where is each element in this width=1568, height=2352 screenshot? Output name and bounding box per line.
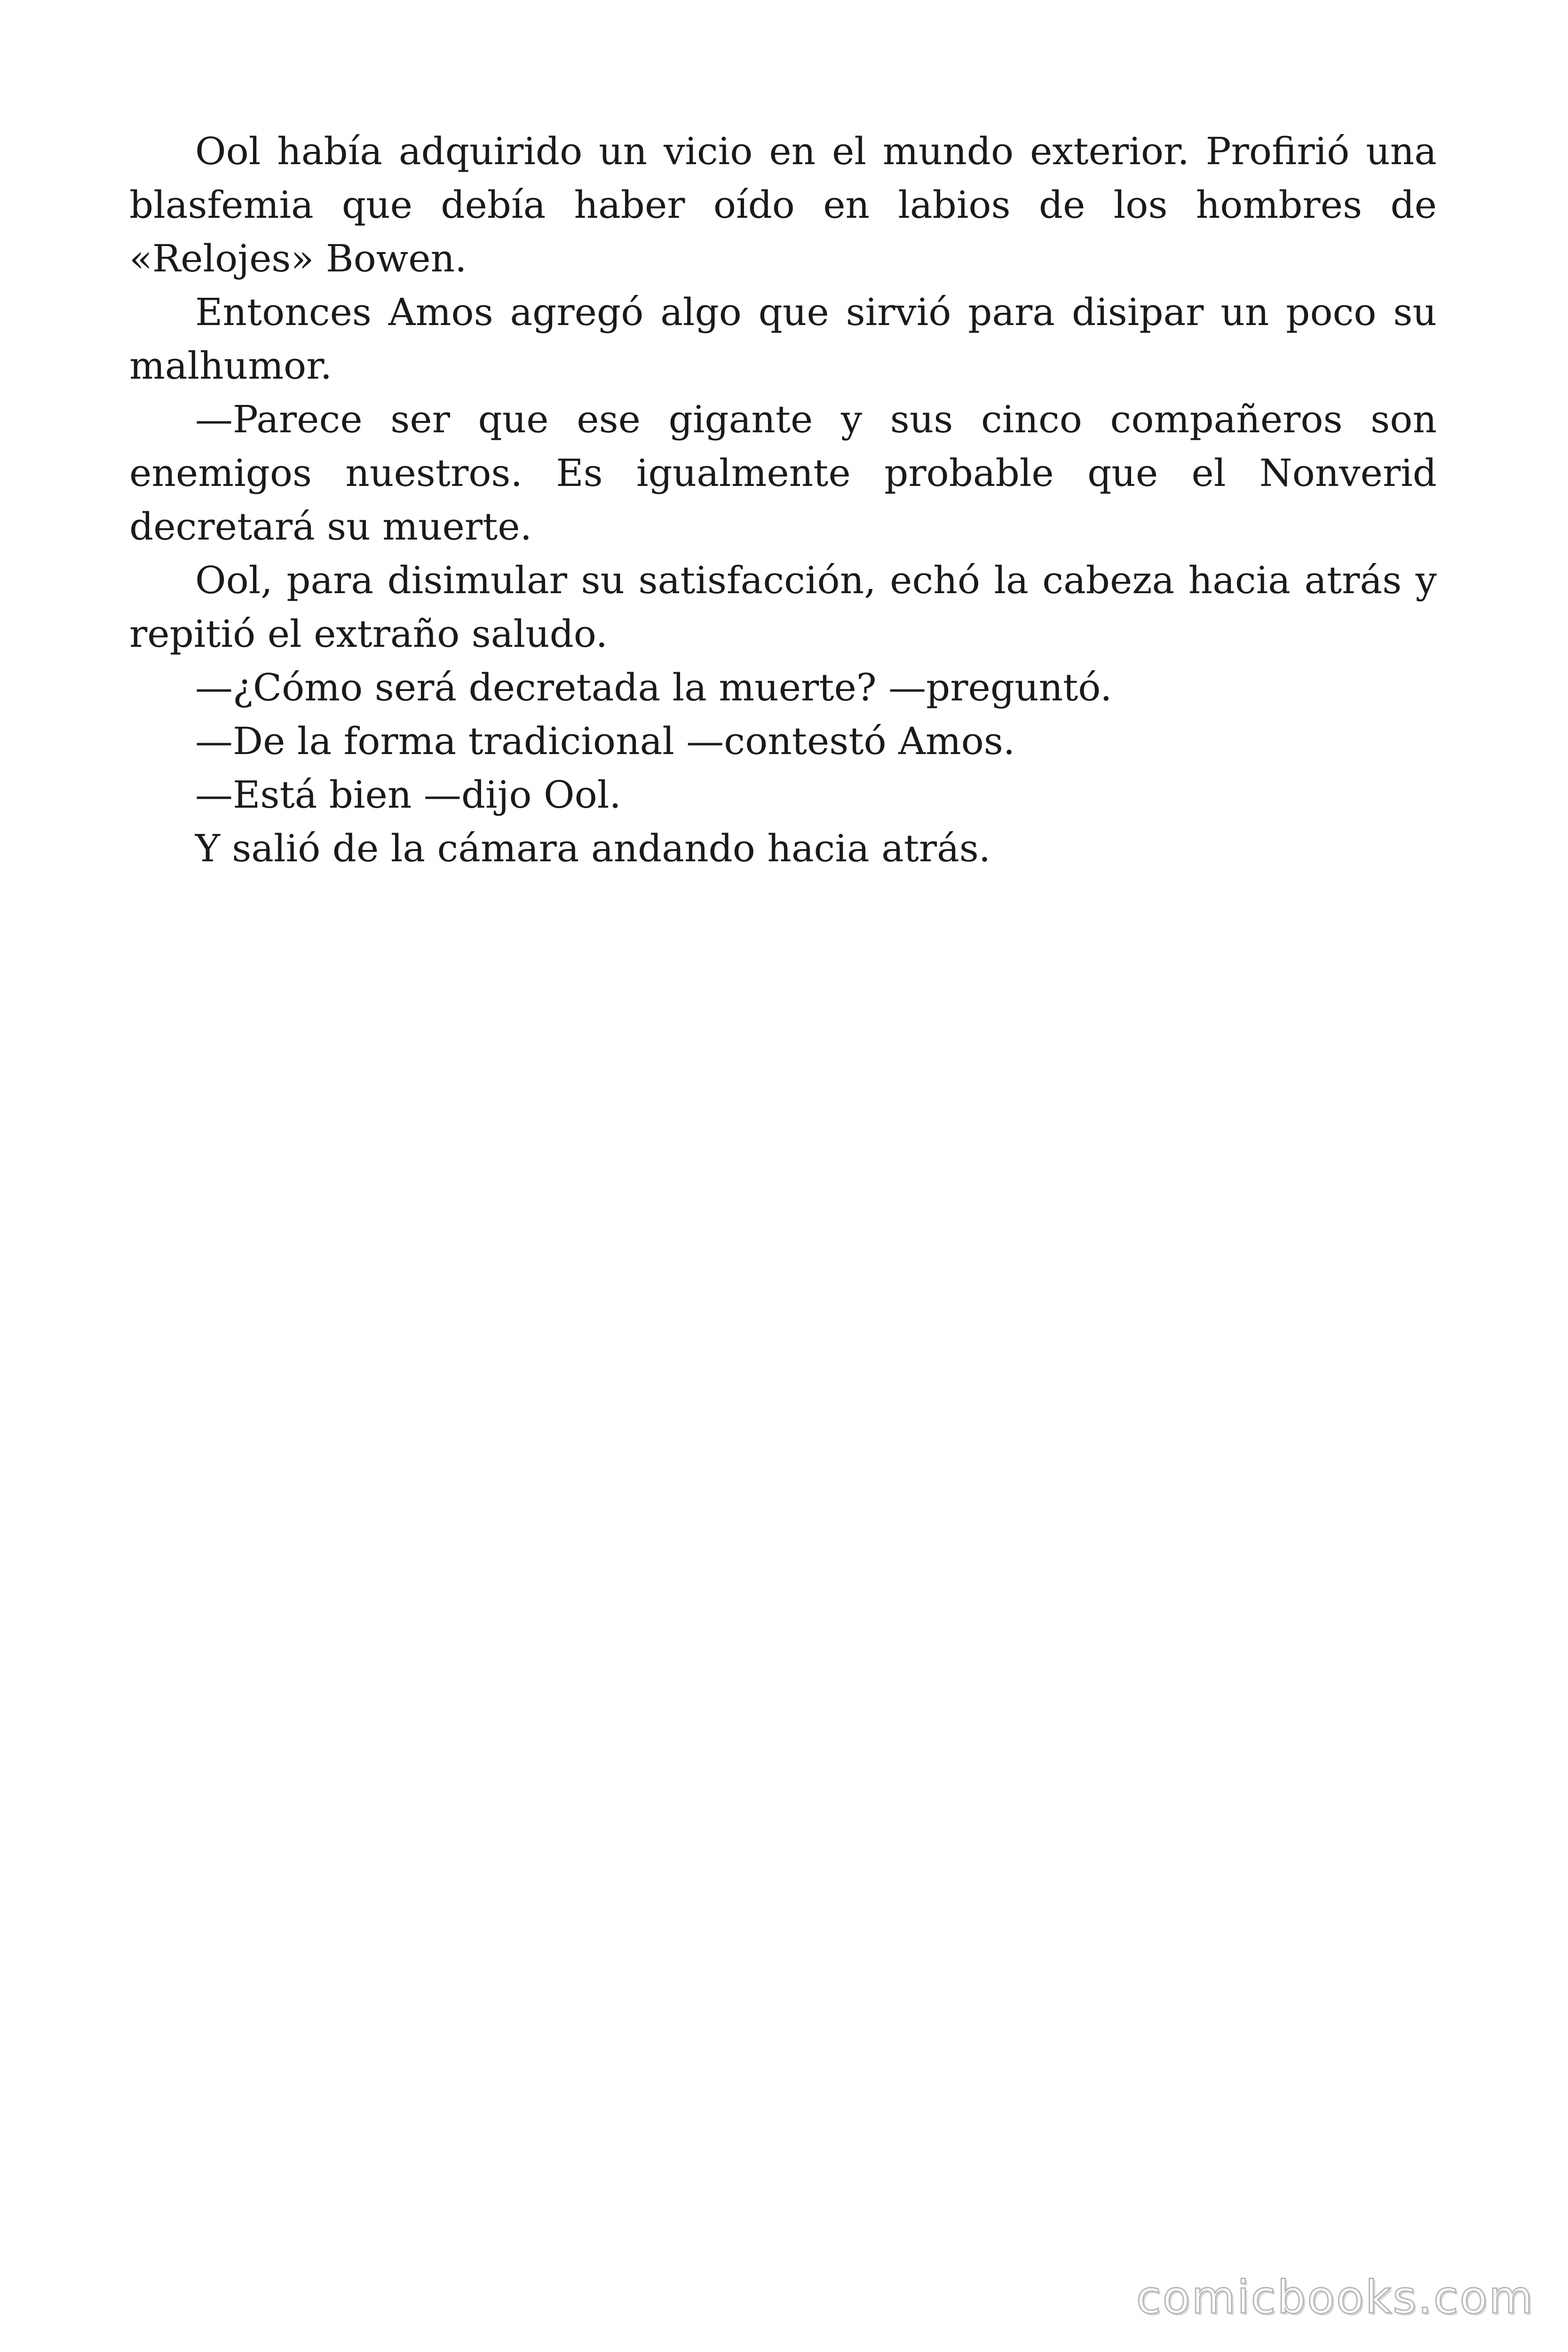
paragraph-1: Ool había adquirido un vicio en el mundo exterior. Profirió una blasfemia que debía haber oído en labios de los hombres de «Relojes» Bowen. <box>129 129 1437 280</box>
paragraph-3: —Parece ser que ese gigante y sus cinco compañeros son enemigos nuestros. Es igualmente probable que el Nonverid decretará su muerte. <box>129 397 1437 548</box>
watermark-text: comicbooks.com <box>1136 2271 1534 2324</box>
paragraph-2: Entonces Amos agregó algo que sirvió para disipar un poco su malhumor. <box>129 290 1437 388</box>
body-text <box>129 125 1437 875</box>
paragraph-4: Ool, para disimular su satisfacción, echó la cabeza hacia atrás y repitió el extraño saludo. <box>129 558 1437 656</box>
paragraph-8: Y salió de la cámara andando hacia atrás. <box>195 826 991 870</box>
paragraph-6: —De la forma tradicional —contestó Amos. <box>195 719 1015 763</box>
paragraph-7: —Está bien —dijo Ool. <box>195 773 621 817</box>
paragraph-5: —¿Cómo será decretada la muerte? —preguntó. <box>195 666 1112 709</box>
